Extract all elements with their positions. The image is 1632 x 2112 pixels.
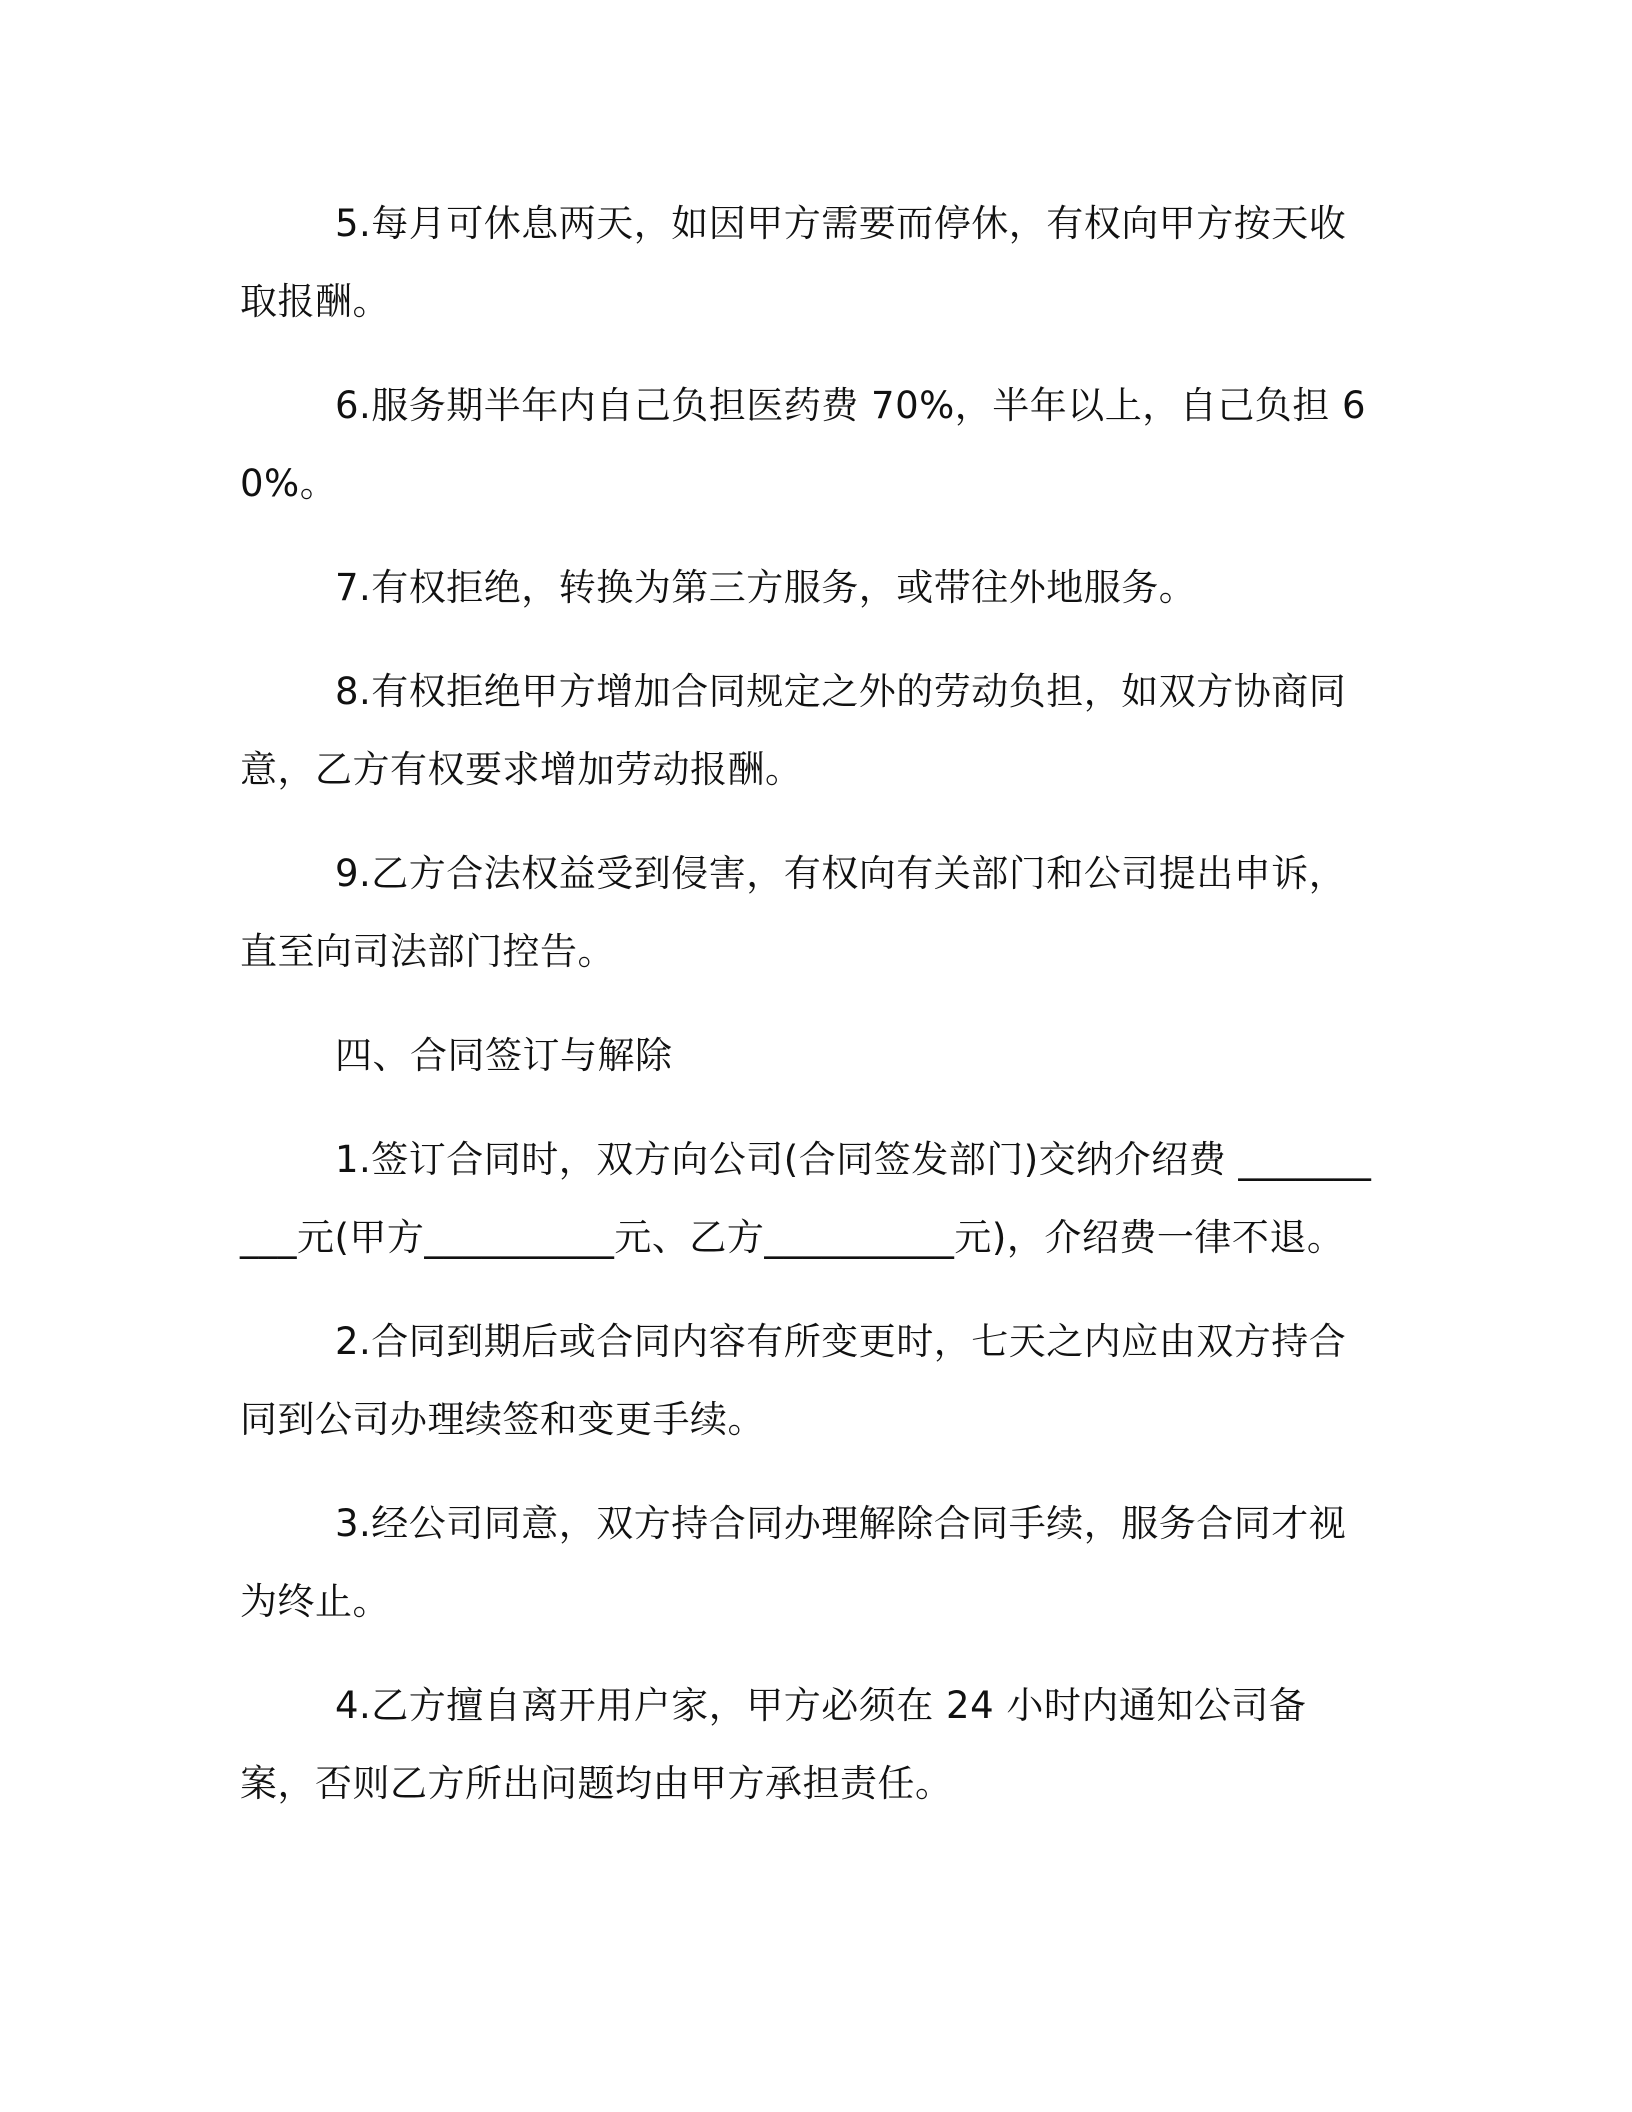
section-paragraph-1: 1.签订合同时，双方向公司(合同签发部门)交纳介绍费 __________元(甲方__________元、乙方__________元)，介绍费一律不退。 <box>240 1138 1372 1259</box>
section-paragraph-3: 3.经公司同意，双方持合同办理解除合同手续，服务合同才视为终止。 <box>240 1502 1347 1623</box>
section-heading: 四、合同签订与解除 <box>335 1034 673 1077</box>
paragraph-6: 6.服务期半年内自己负担医药费 70%，半年以上，自己负担 60%。 <box>240 384 1367 505</box>
section-paragraph-2: 2.合同到期后或合同内容有所变更时，七天之内应由双方持合同到公司办理续签和变更手续。 <box>240 1320 1347 1441</box>
section-paragraph-4: 4.乙方擅自离开用户家，甲方必须在 24 小时内通知公司备案，否则乙方所出问题均由甲方承担责任。 <box>240 1684 1307 1805</box>
paragraph-5: 5.每月可休息两天，如因甲方需要而停休，有权向甲方按天收取报酬。 <box>240 202 1347 323</box>
document-page <box>240 185 1380 1823</box>
paragraph-8: 8.有权拒绝甲方增加合同规定之外的劳动负担，如双方协商同意，乙方有权要求增加劳动报酬。 <box>240 670 1347 791</box>
paragraph-9: 9.乙方合法权益受到侵害，有权向有关部门和公司提出申诉，直至向司法部门控告。 <box>240 852 1347 973</box>
paragraph-7: 7.有权拒绝，转换为第三方服务，或带往外地服务。 <box>335 566 1197 609</box>
